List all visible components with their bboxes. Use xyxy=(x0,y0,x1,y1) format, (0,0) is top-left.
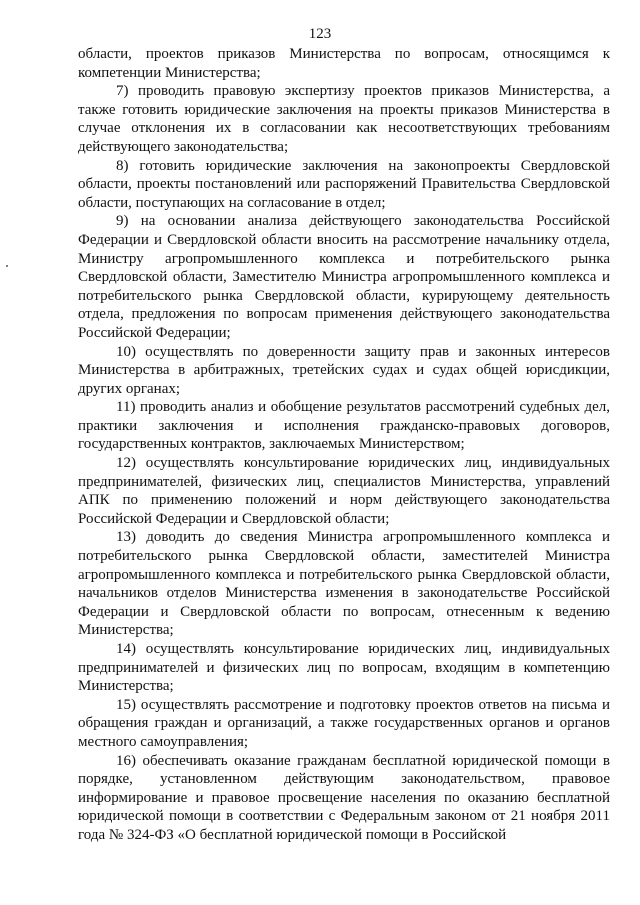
paragraph-item-9: 9) на основании анализа действующего законодательства Российской Федерации и Свердловской области вносить на рассмотрение начальнику отдела, Министру агропромышленного комплекса и потребительского рынка Свердловской области, Заместителю Министра агропромышленного комплекса и потребительского рынка Свердловской области, курирующему деятельность отдела, предложения по вопросам применения действующего законодательства Российской Федерации; xyxy=(78,213,610,341)
paragraph-item-12: 12) осуществлять консультирование юридических лиц, индивидуальных предпринимателей, физических лиц, специалистов Министерства, управлений АПК по применению положений и норм действующего законодательства Российской Федерации и Свердловской области; xyxy=(78,455,610,527)
page-number: 123 xyxy=(308,26,332,42)
paragraph-item-14: 14) осуществлять консультирование юридических лиц, индивидуальных предпринимателей и физических лиц по вопросам, входящим в компетенцию Министерства; xyxy=(78,641,610,695)
paragraph-item-15: 15) осуществлять рассмотрение и подготовку проектов ответов на письма и обращения граждан и организаций, а также государственных органов и органов местного самоуправления; xyxy=(78,696,610,750)
paragraph-item-16: 16) обеспечивать оказание гражданам бесплатной юридической помощи в порядке, установленном действующим законодательством, правовое информирование и правовое просвещение населения по оказанию бесплатной юридической помощи в соответствии с Федеральным законом от 21 ноября 2011 года № 324-ФЗ «О бесплатной юридической помощи в Российской xyxy=(78,752,610,843)
paragraph-item-13: 13) доводить до сведения Министра агропромышленного комплекса и потребительского рынка Свердловской области, заместителей Министра агропромышленного комплекса и потребительского рынка Свердловской области, начальников отделов Министерства изменения в законодательстве Российской Федерации и Свердловской области по вопросам, отнесенным к ведению Министерства; xyxy=(78,529,610,639)
scan-artifact-dot xyxy=(6,265,8,267)
document-body xyxy=(78,45,610,845)
paragraph-item-8: 8) готовить юридические заключения на законопроекты Свердловской области, проекты постановлений или распоряжений Правительства Свердловской области, поступающих на согласование в отдел; xyxy=(78,157,610,211)
paragraph-continuation: области, проектов приказов Министерства по вопросам, относящимся к компетенции Министерства; xyxy=(78,46,610,81)
paragraph-item-10: 10) осуществлять по доверенности защиту прав и законных интересов Министерства в арбитражных, третейских судах и судах общей юрисдикции, других органах; xyxy=(78,343,610,397)
paragraph-item-7: 7) проводить правовую экспертизу проектов приказов Министерства, а также готовить юридические заключения на проекты приказов Министерства в случае отклонения их в согласовании как несоответствующих требованиям действующего законодательства; xyxy=(78,83,610,155)
paragraph-item-11: 11) проводить анализ и обобщение результатов рассмотрений судебных дел, практики заключения и исполнения гражданско-правовых договоров, государственных контрактов, заключаемых Министерством; xyxy=(78,399,610,453)
